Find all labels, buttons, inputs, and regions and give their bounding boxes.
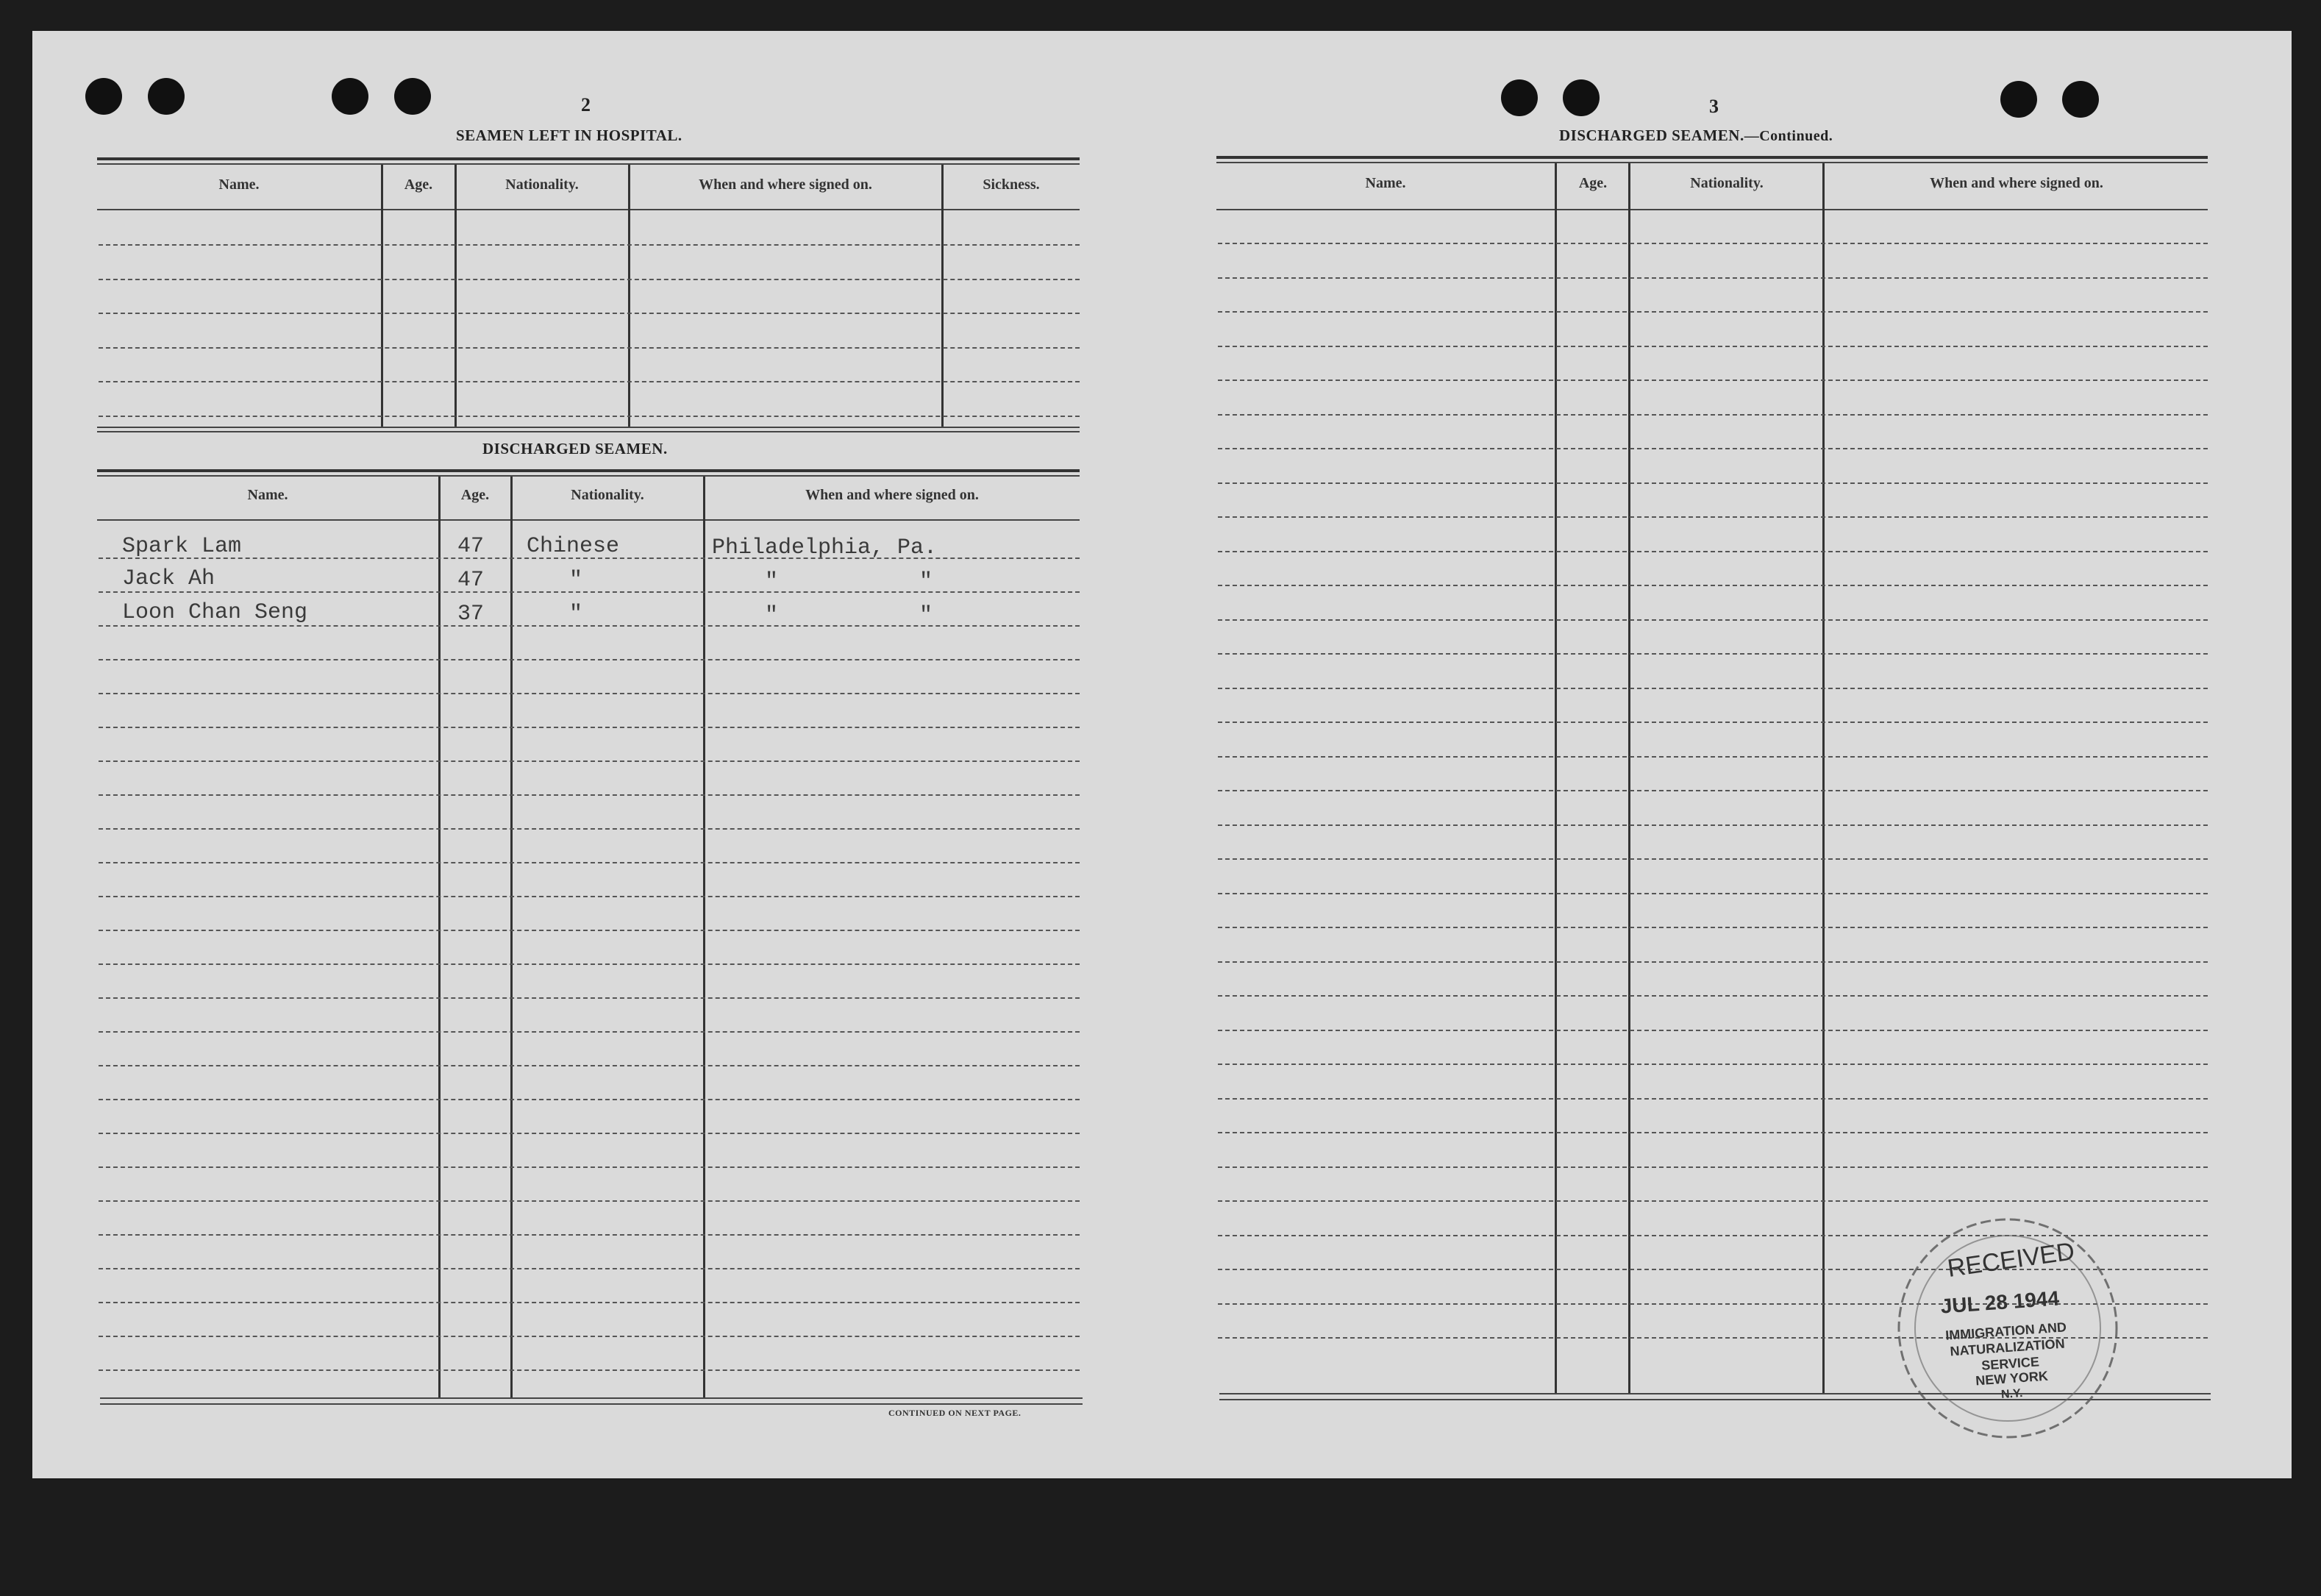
ruled-line xyxy=(1218,961,2208,963)
received-stamp xyxy=(1868,1189,2147,1468)
ruled-line xyxy=(1218,619,2208,621)
ruled-line xyxy=(1218,414,2208,416)
punch-hole xyxy=(1563,79,1600,116)
ruled-line xyxy=(1218,858,2208,860)
ruled-line xyxy=(99,1336,1080,1337)
rule xyxy=(97,431,1080,432)
ruled-line xyxy=(99,1200,1080,1202)
col-header-signed-on: When and where signed on. xyxy=(699,177,872,193)
col-header-nationality: Nationality. xyxy=(505,177,579,193)
col-header-age: Age. xyxy=(1578,175,1608,191)
column-divider xyxy=(1555,163,1557,1394)
column-divider xyxy=(510,477,513,1399)
row-1-age: 47 xyxy=(457,534,485,559)
ruled-line xyxy=(1218,790,2208,791)
punch-hole xyxy=(2062,81,2099,118)
row-2-age: 47 xyxy=(457,568,485,593)
column-divider xyxy=(1628,163,1630,1394)
stamp-line-5: SERVICE xyxy=(1980,1354,2040,1373)
column-divider xyxy=(454,165,457,428)
ruled-line xyxy=(1218,824,2208,826)
rule xyxy=(97,157,1080,160)
rule xyxy=(97,163,1080,165)
ruled-line xyxy=(1218,1166,2208,1168)
rule xyxy=(100,1403,1083,1405)
ruled-line xyxy=(1218,1098,2208,1100)
ruled-line xyxy=(99,1234,1080,1236)
column-divider xyxy=(703,477,705,1399)
stamp-line-4: NATURALIZATION xyxy=(1949,1336,2066,1359)
col-header-name: Name. xyxy=(218,177,260,193)
col-header-age: Age. xyxy=(460,487,490,503)
column-divider xyxy=(1822,163,1825,1394)
col-header-name: Name. xyxy=(1365,175,1406,191)
row-2-name: Jack Ah xyxy=(122,566,215,591)
ruled-line xyxy=(1218,893,2208,894)
page-number: 3 xyxy=(1709,96,1719,117)
ruled-line xyxy=(99,279,1080,280)
ruled-line xyxy=(99,727,1080,728)
punch-hole xyxy=(2000,81,2037,118)
hospital-section-title: SEAMEN LEFT IN HOSPITAL. xyxy=(456,127,682,144)
punch-hole xyxy=(148,78,185,115)
rule xyxy=(100,1397,1083,1399)
discharged-section-title: DISCHARGED SEAMEN. xyxy=(482,440,668,457)
ruled-line xyxy=(99,760,1080,762)
ruled-line xyxy=(1218,380,2208,381)
ruled-line xyxy=(1218,1064,2208,1065)
rule xyxy=(97,427,1080,428)
ruled-line xyxy=(99,244,1080,246)
ruled-line xyxy=(1218,516,2208,518)
ruled-line xyxy=(99,1099,1080,1100)
document-scan xyxy=(32,31,2292,1478)
punch-hole xyxy=(1501,79,1538,116)
row-3-signed-on: " xyxy=(765,603,779,628)
stamp-line-6: NEW YORK xyxy=(1975,1368,2049,1389)
row-3-age: 37 xyxy=(457,602,485,627)
continued-footer: CONTINUED ON NEXT PAGE. xyxy=(888,1408,1022,1418)
ruled-line xyxy=(1218,1030,2208,1031)
column-divider xyxy=(438,477,441,1399)
row-2-nationality: " xyxy=(569,568,583,593)
discharged-continued-title xyxy=(1559,127,1833,145)
ruled-line xyxy=(1218,448,2208,449)
ruled-line xyxy=(99,693,1080,694)
row-2-signed-on-state: " xyxy=(919,569,933,594)
row-1-name: Spark Lam xyxy=(122,534,242,559)
row-2-signed-on: " xyxy=(765,569,779,594)
ruled-line xyxy=(99,794,1080,796)
ruled-line xyxy=(1218,346,2208,347)
ruled-line xyxy=(99,1031,1080,1033)
punch-hole xyxy=(332,78,368,115)
ruled-line xyxy=(99,1133,1080,1134)
row-3-signed-on-state: " xyxy=(919,603,933,628)
ruled-line xyxy=(99,963,1080,965)
ruled-line xyxy=(99,930,1080,931)
col-header-signed-on: When and where signed on. xyxy=(1930,175,2103,191)
ruled-line xyxy=(1218,688,2208,689)
ruled-line xyxy=(1218,1132,2208,1133)
ruled-line xyxy=(1218,551,2208,552)
ruled-line xyxy=(1218,756,2208,758)
ruled-line xyxy=(99,1369,1080,1371)
ruled-line xyxy=(99,1302,1080,1303)
ruled-line xyxy=(1218,243,2208,244)
ruled-line xyxy=(99,828,1080,830)
ruled-line xyxy=(99,381,1080,382)
col-header-signed-on: When and where signed on. xyxy=(805,487,979,503)
row-1-signed-on: Philadelphia, Pa. xyxy=(712,535,938,560)
row-1-nationality: Chinese xyxy=(527,534,620,559)
ruled-line xyxy=(99,416,1080,417)
row-3-nationality: " xyxy=(569,602,583,627)
stamp-line-2: JUL 28 1944 xyxy=(1939,1286,2060,1318)
ruled-line xyxy=(1218,995,2208,997)
rule xyxy=(97,469,1080,472)
col-header-nationality: Nationality. xyxy=(571,487,644,503)
column-divider xyxy=(381,165,383,428)
rule xyxy=(97,475,1080,477)
ruled-line xyxy=(99,997,1080,999)
ruled-line xyxy=(1218,311,2208,313)
col-header-name: Name. xyxy=(247,487,288,503)
stamp-line-3: IMMIGRATION AND xyxy=(1944,1319,2067,1343)
ruled-line xyxy=(99,896,1080,897)
ruled-line xyxy=(99,862,1080,863)
column-divider xyxy=(628,165,630,428)
ruled-line xyxy=(1218,482,2208,484)
ruled-line xyxy=(1218,653,2208,655)
ruled-line xyxy=(1218,722,2208,723)
ruled-line xyxy=(99,347,1080,349)
col-header-nationality: Nationality. xyxy=(1690,175,1764,191)
title-text: DISCHARGED SEAMEN. xyxy=(1559,127,1744,144)
column-divider xyxy=(941,165,944,428)
col-header-sickness: Sickness. xyxy=(983,177,1040,193)
punch-hole xyxy=(85,78,122,115)
stamp-line-7: N.Y. xyxy=(2000,1387,2023,1402)
title-suffix: —Continued. xyxy=(1744,128,1833,144)
ruled-line xyxy=(1218,277,2208,279)
ruled-line xyxy=(1218,927,2208,928)
ruled-line xyxy=(99,1166,1080,1168)
ruled-line xyxy=(99,313,1080,314)
ruled-line xyxy=(99,1268,1080,1269)
ruled-line xyxy=(99,1065,1080,1066)
rule xyxy=(1216,156,2208,159)
rule xyxy=(97,209,1080,210)
row-3-name: Loon Chan Seng xyxy=(122,600,308,625)
rule xyxy=(1216,209,2208,210)
ruled-line xyxy=(1218,585,2208,586)
page-number: 2 xyxy=(581,94,591,115)
rule xyxy=(97,519,1080,521)
stamp-line-1: RECEIVED xyxy=(1945,1237,2077,1283)
stamp-graphic xyxy=(1868,1189,2147,1468)
ruled-line xyxy=(99,659,1080,660)
rule xyxy=(1216,162,2208,163)
col-header-age: Age. xyxy=(404,177,433,193)
punch-hole xyxy=(394,78,431,115)
